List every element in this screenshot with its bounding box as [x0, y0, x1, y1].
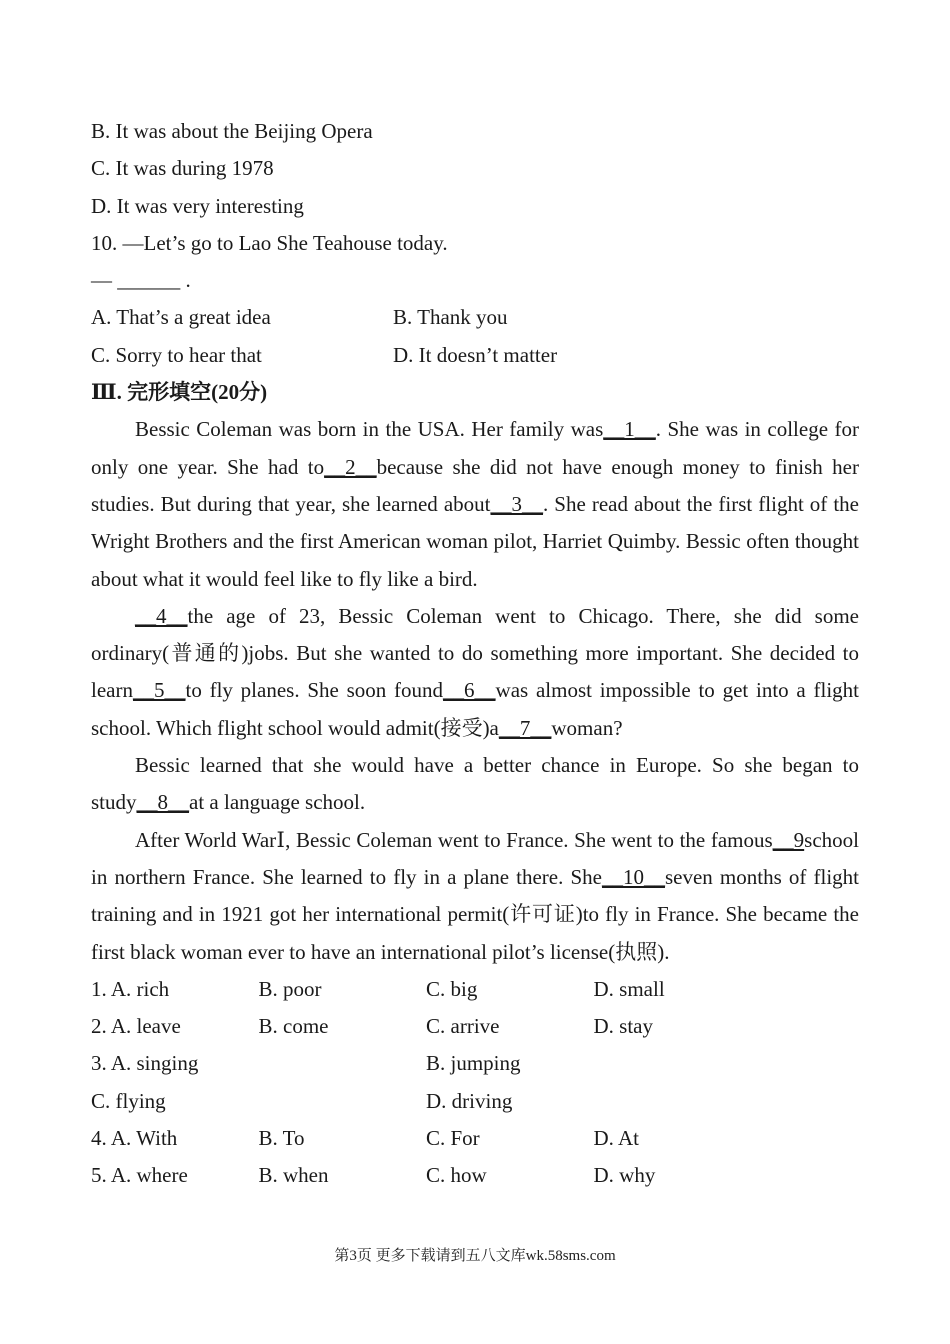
answer-option: D. At [593, 1126, 640, 1151]
page-content [91, 113, 859, 1195]
answer-option: C. arrive [426, 1014, 500, 1039]
passage-text: school in northern France. She learned to fly in a plane there. She [91, 827, 859, 889]
passage-text: . She was in college for only one year. She had to [91, 417, 859, 479]
q10-option-a: A. That’s a great idea [91, 305, 271, 330]
answer-option: B. poor [258, 976, 322, 1001]
blank-7: __7__ [498, 715, 552, 740]
answer-option: C. flying [91, 1088, 166, 1113]
q10-option-d: D. It doesn’t matter [393, 342, 558, 367]
passage-text: at a language school. [189, 790, 366, 815]
q9-option-c: C. It was during 1978 [91, 156, 274, 181]
answer-option: B. come [258, 1014, 329, 1039]
answer-row-3a [91, 1045, 859, 1082]
answer-option: 3. A. singing [91, 1051, 199, 1076]
passage-text: After World WarⅠ, Bessic Coleman went to France. She went to the famous [135, 827, 773, 852]
answer-option: C. For [426, 1126, 480, 1151]
blank-8: __8__ [136, 790, 190, 815]
blank-1: __1__ [603, 417, 656, 442]
answer-option: B. To [258, 1126, 305, 1151]
q10-options-row-2 [91, 337, 859, 374]
answer-option: B. jumping [426, 1051, 521, 1076]
q10-option-c: C. Sorry to hear that [91, 342, 262, 367]
answer-option: 5. A. where [91, 1163, 188, 1188]
blank-9: __9 [772, 827, 805, 852]
passage-text: to fly planes. She soon found [185, 678, 444, 703]
passage-paragraph-2 [91, 598, 859, 747]
q9-option-b: B. It was about the Beijing Opera [91, 119, 373, 143]
answer-option: 2. A. leave [91, 1014, 181, 1039]
answer-option: D. stay [593, 1014, 653, 1039]
answer-row-3b [91, 1083, 859, 1120]
answer-option: B. when [258, 1163, 329, 1188]
passage-paragraph-3 [91, 747, 859, 822]
answer-option: D. why [593, 1163, 656, 1188]
q10-options-row-1 [91, 299, 859, 336]
blank-6: __6__ [443, 678, 496, 703]
passage-paragraph-1 [91, 411, 859, 597]
passage-text: Bessic learned that she would have a better chance in Europe. So she began to study [91, 753, 859, 815]
page-footer: 第3页 更多下载请到五八文库wk.58sms.com [334, 1248, 616, 1264]
answer-row-2 [91, 1008, 859, 1045]
passage-text: Bessic Coleman was born in the USA. Her family was [135, 417, 604, 442]
blank-5: __5__ [132, 678, 186, 703]
blank-10: __10__ [601, 864, 665, 889]
q9-option-d: D. It was very interesting [91, 193, 304, 218]
q10-reply: — ______ . [91, 268, 191, 293]
answer-row-4 [91, 1120, 859, 1157]
passage-text: woman? [551, 715, 623, 740]
answer-option: 4. A. With [91, 1126, 178, 1151]
answer-option: C. how [426, 1163, 487, 1188]
answer-option: C. big [426, 976, 478, 1001]
passage-text: seven months of flight training and in 1921 got her international permit(许可证)to fly in France. She became the first black woman ever to have an international pilot’s license(执照). [91, 864, 859, 964]
answer-option: D. driving [426, 1088, 513, 1113]
answer-row-1 [91, 971, 859, 1008]
answer-option: 1. A. rich [91, 976, 170, 1001]
passage-text: was almost impossible to get into a flight school. Which flight school would admit(接受)a [91, 678, 859, 740]
passage-text: . She read about the first flight of the Wright Brothers and the first American woman pilot, Harriet Quimby. Bessic often thought about what it would feel like to fly like a bird. [91, 491, 860, 591]
passage-text: because she did not have enough money to finish her studies. But during that year, she learned about [91, 454, 859, 516]
passage-text: the age of 23, Bessic Coleman went to Chicago. There, she did some ordinary(普通的)jobs. But she wanted to do something more important. She decided to learn [91, 603, 859, 703]
passage-paragraph-4 [91, 822, 859, 971]
blank-4: __4__ [135, 603, 188, 628]
section-title: Ⅲ. 完形填空(20分) [91, 380, 268, 405]
q10-stem: 10. —Let’s go to Lao She Teahouse today. [91, 230, 448, 255]
answer-row-5 [91, 1157, 859, 1194]
blank-2: __2__ [324, 454, 377, 479]
blank-3: __3__ [490, 491, 544, 516]
answer-option: D. small [593, 976, 665, 1001]
q10-option-b: B. Thank you [393, 305, 508, 330]
